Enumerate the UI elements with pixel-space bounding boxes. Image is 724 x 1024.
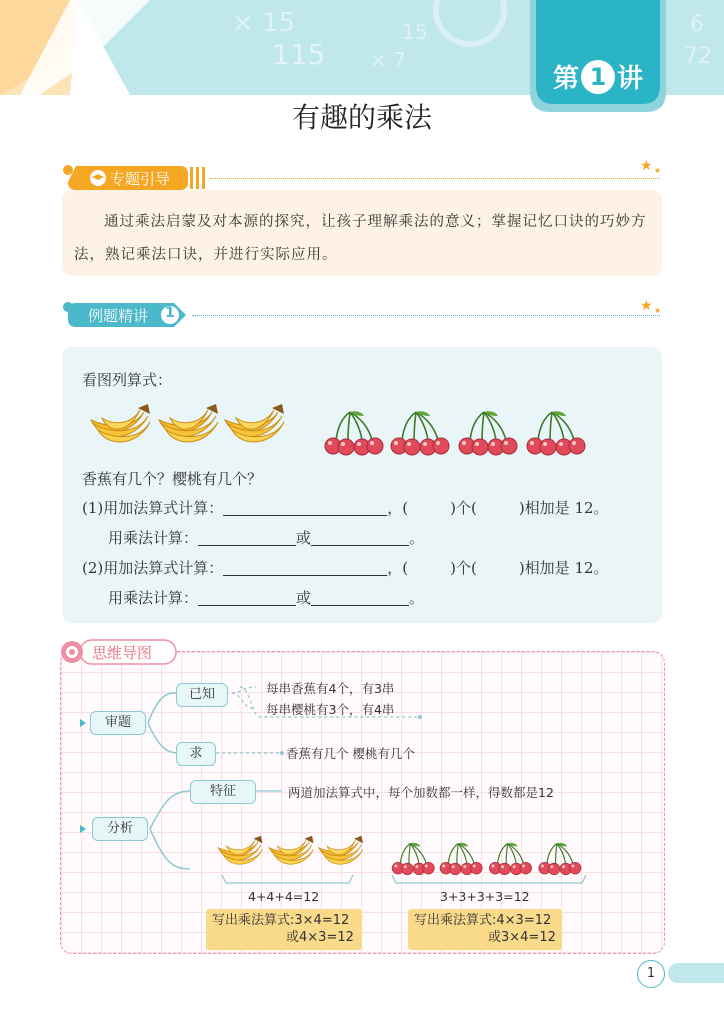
cherry-answer-box <box>408 909 562 950</box>
banana-icon <box>218 836 262 864</box>
cherry-icon <box>459 411 517 455</box>
banana-icon <box>269 836 313 864</box>
question-line-2: 用乘法计算： 或 。 <box>108 529 425 547</box>
banana-answer-1: 写出乘法算式:3×4=12 <box>212 913 350 928</box>
banana-sum: 4+4+4=12 <box>248 889 320 904</box>
bg-number: 72 <box>684 44 712 69</box>
star-icon: ★ <box>640 298 653 314</box>
cherry-group <box>322 408 592 456</box>
cherry-answer-1: 写出乘法算式:4×3=12 <box>414 913 552 928</box>
intro-divider <box>210 178 660 179</box>
answer-blank[interactable] <box>223 559 387 576</box>
mindmap-heading-label: 思维导图 <box>92 644 153 662</box>
intro-text: 通过乘法启蒙及对本源的探究，让孩子理解乘法的意义；掌握记忆口诀的巧妙方法，熟记乘法口诀，并进行实际应用。 <box>74 214 647 263</box>
answer-blank[interactable] <box>198 529 296 546</box>
example-heading-label: 例题精讲 <box>88 307 149 325</box>
banana-answer-box <box>206 909 362 950</box>
answer-blank[interactable] <box>311 529 409 546</box>
banana-icon <box>319 836 363 864</box>
known-text-2: 每串樱桃有3个，有4串 <box>266 702 395 717</box>
cherry-icon <box>489 843 531 875</box>
banana-icon <box>159 404 218 442</box>
question-line-3: (2)用加法算式计算： ，( )个( )相加是 12。 <box>82 559 609 577</box>
bg-number: × 15 <box>232 8 296 38</box>
example-question: 香蕉有几个？樱桃有几个？ <box>82 470 263 488</box>
cherry-icon <box>527 411 585 455</box>
cherry-icon <box>325 411 383 455</box>
lesson-label: 第 1 讲 <box>530 58 666 95</box>
cherry-answer-2: 或3×4=12 <box>488 930 556 945</box>
example-heading-number: 1 <box>165 305 175 321</box>
cherry-icon <box>440 843 482 875</box>
node-analysis: 分析 <box>92 817 148 841</box>
feature-text: 两道加法算式中，每个加数都一样，得数都是12 <box>288 785 554 800</box>
known-text-1: 每串香蕉有4个，有3串 <box>266 681 395 696</box>
cherry-icon <box>539 843 581 875</box>
bg-number: 15 <box>402 20 428 44</box>
star-icon: ★ <box>654 166 662 175</box>
star-icon: ★ <box>640 158 653 174</box>
cherry-icon <box>391 411 449 455</box>
ask-text: 香蕉有几个 樱桃有几个 <box>286 746 415 761</box>
example-prompt: 看图列算式： <box>82 371 173 389</box>
node-ask: 求 <box>176 742 216 766</box>
intro-heading-label: 专题引导 <box>110 170 171 188</box>
cherry-sum: 3+3+3+3=12 <box>440 889 530 904</box>
answer-blank[interactable] <box>223 499 387 516</box>
bg-number: × 7 <box>370 48 406 72</box>
star-icon: ★ <box>654 306 662 315</box>
answer-blank[interactable] <box>311 589 409 606</box>
page-number: 1 <box>637 960 665 988</box>
banana-icon <box>225 404 284 442</box>
footer-bar <box>668 963 724 983</box>
mm-cherry-group <box>390 840 586 876</box>
question-line-4: 用乘法计算： 或 。 <box>108 589 425 607</box>
cherry-icon <box>392 843 434 875</box>
page-title: 有趣的乘法 <box>291 101 432 134</box>
lesson-number: 1 <box>581 60 615 94</box>
example-divider <box>192 315 660 316</box>
banana-icon <box>91 404 150 442</box>
answer-blank[interactable] <box>198 589 296 606</box>
question-line-1: (1)用加法算式计算： ，( )个( )相加是 12。 <box>82 499 609 517</box>
bg-number: 115 <box>272 38 326 71</box>
banana-answer-2: 或4×3=12 <box>286 930 354 945</box>
banana-group <box>88 398 288 456</box>
mm-banana-group <box>216 830 366 876</box>
node-shenti: 审题 <box>90 711 146 735</box>
node-known: 已知 <box>176 683 228 707</box>
node-feature: 特征 <box>190 780 256 804</box>
bg-number: 6 <box>690 12 704 37</box>
